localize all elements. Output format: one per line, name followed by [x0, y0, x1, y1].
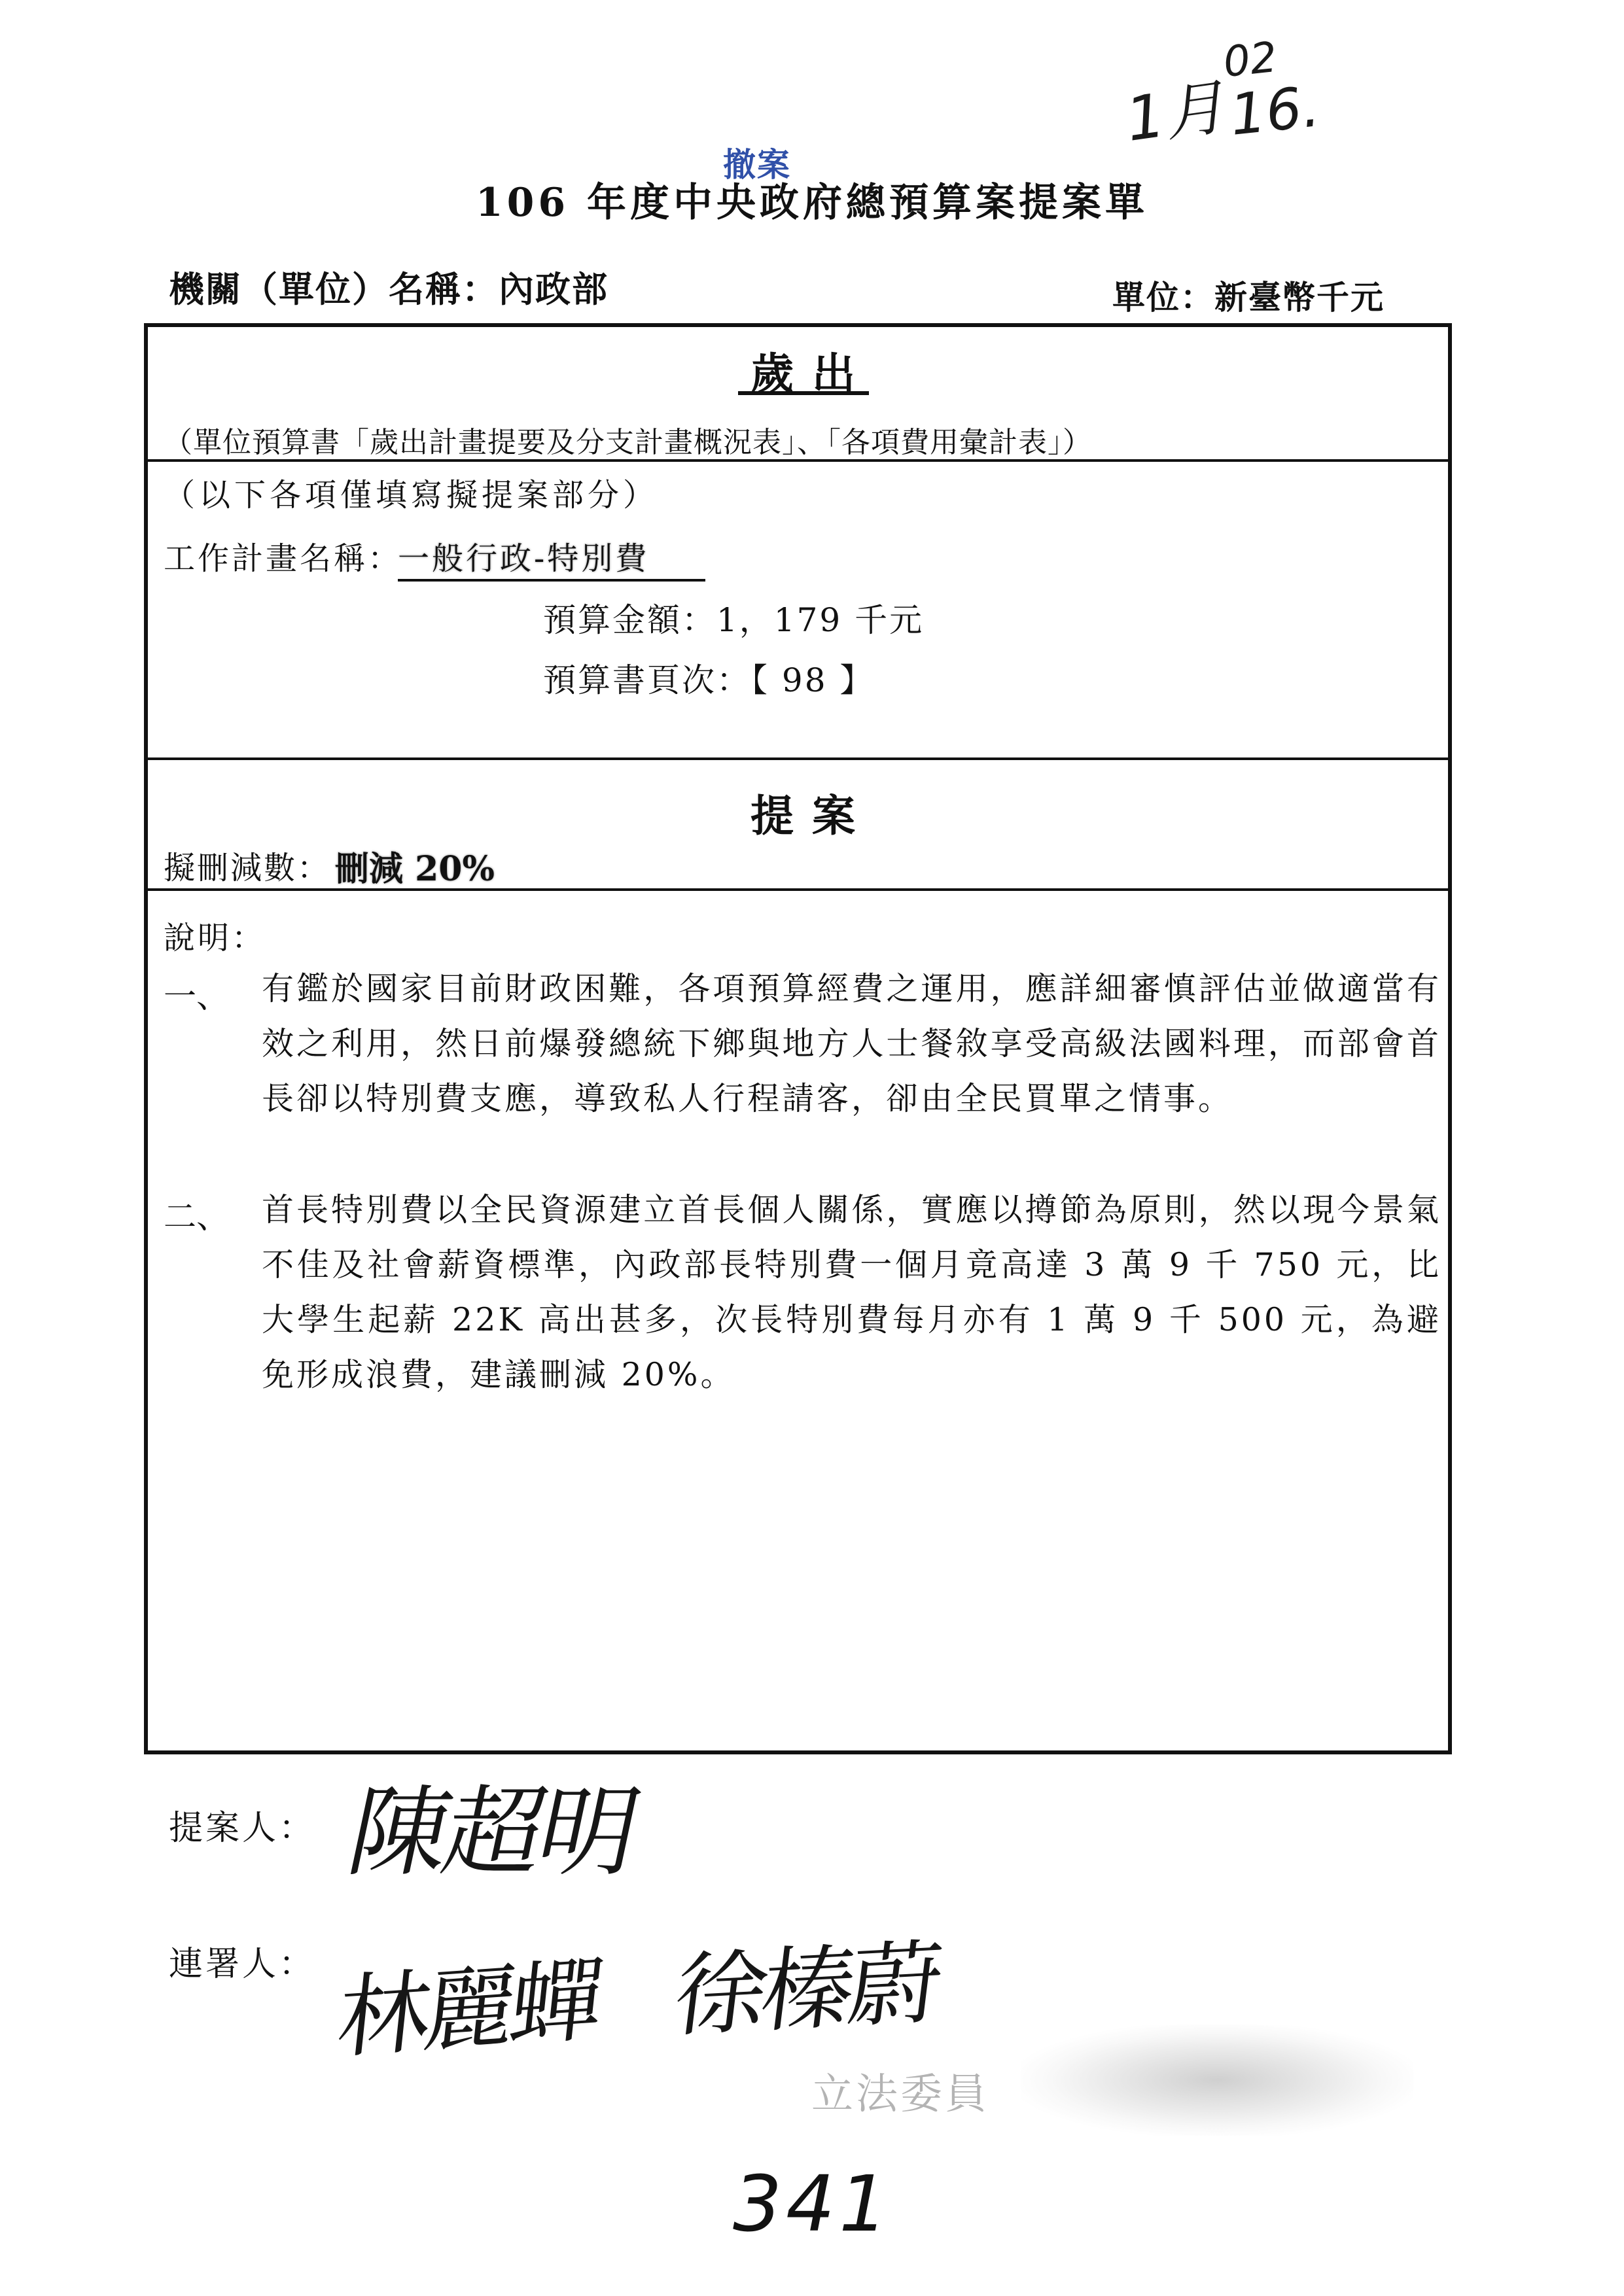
explanation-item-text: 有鑑於國家目前財政困難，各項預算經費之運用，應詳細審慎評估並做適當有效之利用，然日前爆發總統下鄉與地方人士餐敘享受高級法國料理，而部會首長卻以特別費支應，導致私人行程請客，卻由全民買單之情事。	[262, 970, 1441, 1117]
plan-name-underline	[398, 579, 705, 582]
explanation-label: 說明：	[164, 920, 266, 956]
handwritten-page-number: 341	[733, 2159, 892, 2249]
withdrawn-stamp: 撤案	[723, 146, 791, 184]
handwritten-date-top: 02	[1221, 33, 1280, 88]
proposer-signature: 陳超明	[339, 1776, 646, 1890]
cosigner-signature: 徐榛蔚	[668, 1930, 944, 2051]
fill-instruction-note: （以下各項僅填寫擬提案部分）	[164, 477, 659, 513]
cosigner-signature: 林麗蟬	[332, 1947, 602, 2072]
budget-amount: 預算金額：1，179 千元	[543, 601, 925, 639]
agency-name: 機關（單位）名稱：內政部	[169, 268, 609, 310]
expense-section-title: 歲出	[750, 348, 874, 399]
document-title: 106 年度中央政府總預算案提案單	[475, 180, 1149, 226]
handwritten-date-month: 1月	[1121, 71, 1229, 155]
cosigner-label: 連署人：	[169, 1945, 316, 1984]
handwritten-date-bottom: 16.	[1227, 74, 1323, 148]
explanation-item-number: 一、	[164, 977, 229, 1015]
legislator-stamp-text: 立法委員	[811, 2070, 989, 2119]
explanation-item-text: 首長特別費以全民資源建立首長個人關係，實應以撙節為原則，然以現今景氣不佳及社會薪資標準，內政部長特別費一個月竟高達 3 萬 9 千 750 元，比大學生起薪 22K 高出甚多，次長特別費每月亦有 1 萬 9 千 500 元，為避免形成浪費，建議刪減 20%。	[262, 1191, 1441, 1393]
divider-before-proposal	[144, 757, 1452, 760]
cut-amount-value: 刪減 20%	[335, 849, 495, 889]
proposer-label: 提案人：	[169, 1809, 316, 1848]
proposal-section-title: 提案	[750, 790, 874, 841]
expense-source-note: （單位預算書「歲出計畫提要及分支計畫概況表」、「各項費用彙計表」）	[164, 426, 1092, 459]
plan-name-value: 一般行政-特別費	[398, 540, 650, 577]
faded-seal-stamp	[1021, 2025, 1413, 2136]
cut-amount-label: 擬刪減數：	[164, 850, 331, 886]
budget-page-reference: 預算書頁次：【 98 】	[543, 661, 875, 699]
currency-unit: 單位：新臺幣千元	[1112, 278, 1385, 317]
plan-name-label: 工作計畫名稱：	[164, 540, 402, 577]
expense-title-underline	[738, 391, 869, 395]
explanation-item-number: 二、	[164, 1198, 229, 1236]
